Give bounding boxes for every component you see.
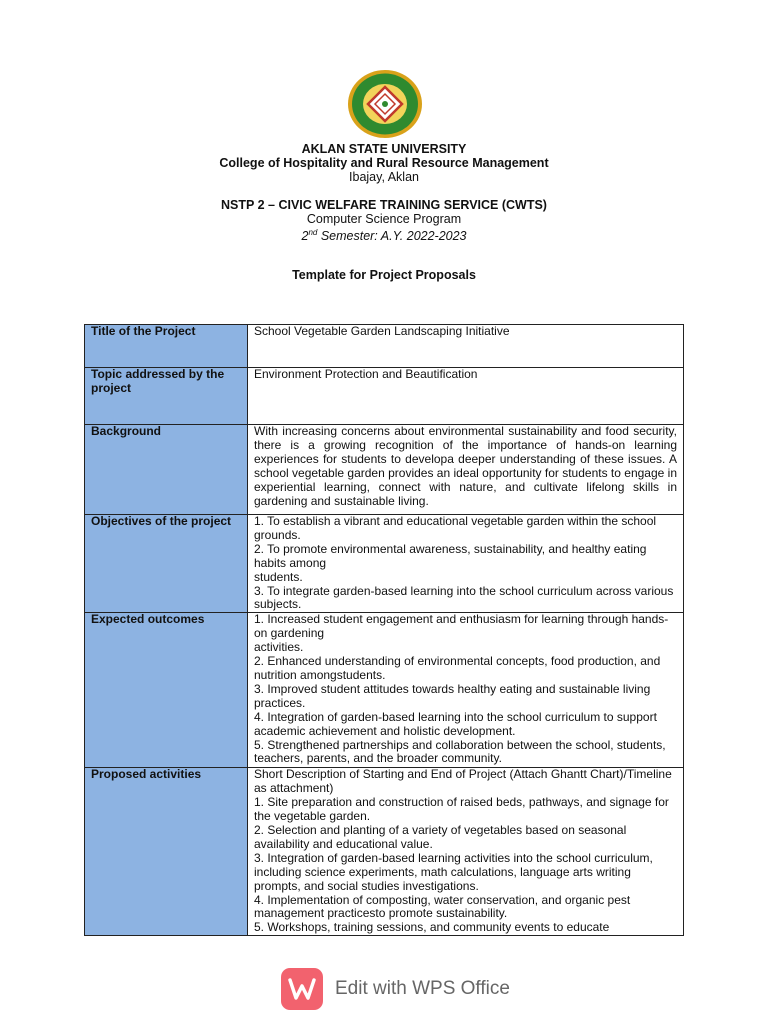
- row-value-objectives: 1. To establish a vibrant and educational vegetable garden within the school grounds. 2. To promote environmental awareness, sustainability, and healthy eating habits among students. 3. To integrate garden-based learning into the school curriculum across various subjects.: [248, 515, 684, 613]
- table-row: [85, 613, 684, 768]
- edit-with-wps-button[interactable]: [281, 968, 510, 1010]
- table-row: [85, 325, 684, 368]
- table-row: [85, 368, 684, 425]
- row-label-title: Title of the Project: [85, 325, 248, 368]
- semester-line: 2nd Semester: A.Y. 2022-2023: [301, 228, 467, 244]
- row-label-topic: Topic addressed by the project: [85, 368, 248, 425]
- row-value-outcomes: 1. Increased student engagement and enthusiasm for learning through hands-on gardening activities. 2. Enhanced understanding of environmental concepts, food production, and nutrition amongstudents. 3. Improved student attitudes towards healthy eating and sustainable living practices. 4. Integration of garden-based learning into the school curriculum to support academic achievement and holistic development. 5. Strengthened partnerships and collaboration between the school, students, teachers, parents, and the broader community.: [248, 613, 684, 768]
- program-title: NSTP 2 – CIVIC WELFARE TRAINING SERVICE (CWTS): [221, 198, 547, 212]
- row-label-activities: Proposed activities: [85, 768, 248, 936]
- row-value-background: With increasing concerns about environmental sustainability and food security, there is a growing recognition of the importance of hands-on learning experiences for students to developa deeper understanding of these issues. A school vegetable garden provides an ideal opportunity for students to engage in experiential learning, connect with nature, and cultivate lifelong skills in gardening and sustainable living.: [248, 425, 684, 515]
- table-row: [85, 425, 684, 515]
- college-name: College of Hospitality and Rural Resource Management: [219, 156, 549, 170]
- row-value-title: School Vegetable Garden Landscaping Initiative: [248, 325, 684, 368]
- table-row: [85, 768, 684, 936]
- row-label-background: Background: [85, 425, 248, 515]
- row-label-outcomes: Expected outcomes: [85, 613, 248, 768]
- row-value-activities: Short Description of Starting and End of Project (Attach Ghantt Chart)/Timeline as attachment) 1. Site preparation and construction of raised beds, pathways, and signage for the vegetable garden. 2. Selection and planting of a variety of vegetables based on seasonal availability and educational value. 3. Integration of garden-based learning activities into the school curriculum, including science experiments, math calculations, language arts writing prompts, and social studies investigations. 4. Implementation of composting, water conservation, and organic pest management practicesto promote sustainability. 5. Workshops, training sessions, and community events to educate: [248, 768, 684, 936]
- program-name: Computer Science Program: [306, 212, 462, 226]
- location: Ibajay, Aklan: [349, 170, 419, 184]
- proposal-table: [84, 324, 684, 936]
- table-row: [85, 515, 684, 613]
- edit-with-wps-label: Edit with WPS Office: [335, 978, 510, 999]
- row-value-topic: Environment Protection and Beautification: [248, 368, 684, 425]
- wps-office-logo-icon: [281, 968, 323, 1010]
- template-title: Template for Project Proposals: [292, 268, 476, 282]
- university-name: AKLAN STATE UNIVERSITY: [301, 142, 467, 156]
- row-label-objectives: Objectives of the project: [85, 515, 248, 613]
- university-seal-logo: [347, 69, 423, 139]
